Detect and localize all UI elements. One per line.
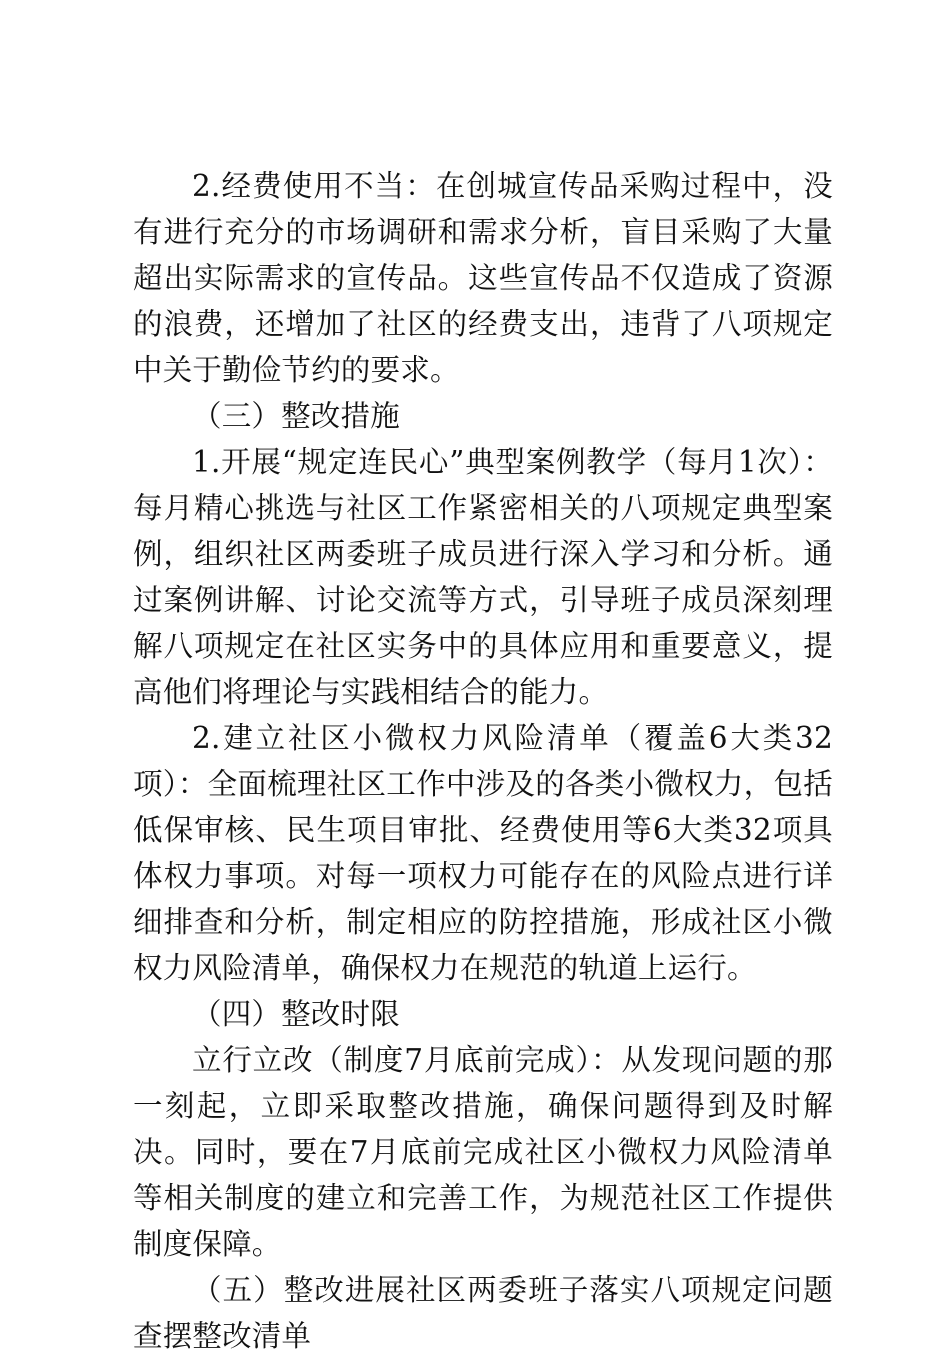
heading-section-four: （四）整改时限 <box>192 997 400 1031</box>
paragraph-measure-case-teaching: 1.开展“规定连民心”典型案例教学（每月1次）：每月精心挑选与社区工作紧密相关的八项规定典型案例，组织社区两委班子成员进行深入学习和分析。通过案例讲解、讨论交流等方式，引导班子成员深刻理解八项规定在社区实务中的具体应用和重要意义，提高他们将理论与实践相结合的能力。 <box>133 445 833 709</box>
paragraph-measure-power-risk-list: 2.建立社区小微权力风险清单（覆盖6大类32项）：全面梳理社区工作中涉及的各类小微权力，包括低保审核、民生项目审批、经费使用等6大类32项具体权力事项。对每一项权力可能存在的风险点进行详细排查和分析，制定相应的防控措施，形成社区小微权力风险清单，确保权力在规范的轨道上运行。 <box>133 721 833 985</box>
heading-section-three: （三）整改措施 <box>192 399 400 433</box>
heading-section-five: （五）整改进展社区两委班子落实八项规定问题查摆整改清单 <box>133 1273 833 1353</box>
paragraph-funds-misuse: 2.经费使用不当：在创城宣传品采购过程中，没有进行充分的市场调研和需求分析，盲目采购了大量超出实际需求的宣传品。这些宣传品不仅造成了资源的浪费，还增加了社区的经费支出，违背了八项规定中关于勤俭节约的要求。 <box>133 169 833 387</box>
paragraph-rectification-deadline: 立行立改（制度7月底前完成）：从发现问题的那一刻起，立即采取整改措施，确保问题得到及时解决。同时，要在7月底前完成社区小微权力风险清单等相关制度的建立和完善工作，为规范社区工作提供制度保障。 <box>133 1043 833 1261</box>
document-body <box>133 163 833 1359</box>
